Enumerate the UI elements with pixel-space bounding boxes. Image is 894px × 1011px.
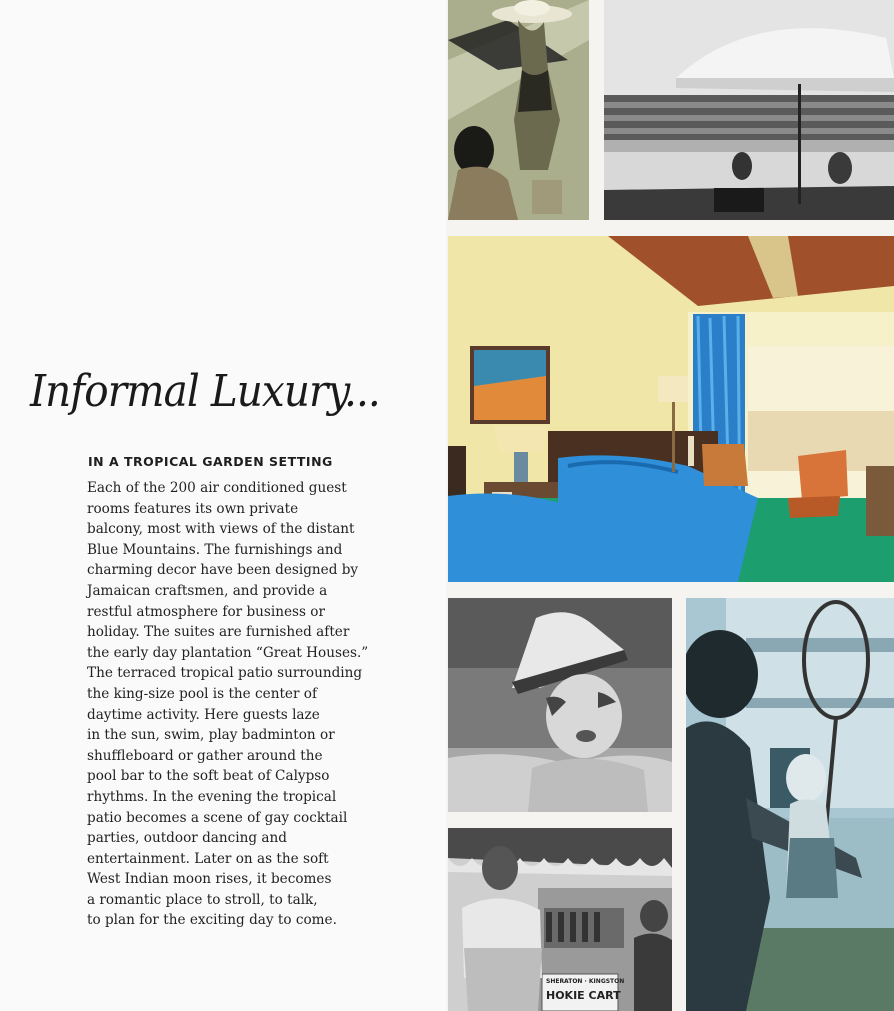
body-line: Blue Mountains. The furnishings and (87, 541, 343, 558)
photo-woman-sunbathing (448, 0, 589, 220)
body-line: patio becomes a scene of gay cocktail (87, 809, 348, 826)
subheading: IN A TROPICAL GARDEN SETTING (88, 454, 333, 469)
body-line: the king-size pool is the center of (87, 685, 317, 702)
body-line: Jamaican craftsmen, and provide a (87, 582, 328, 599)
photo-hokie-cart (448, 828, 672, 1011)
body-line: West Indian moon rises, it becomes (87, 871, 332, 888)
cart-sign-small: SHERATON · KINGSTON (546, 978, 625, 985)
photo-badminton (686, 598, 894, 1011)
body-line: charming decor have been designed by (87, 562, 359, 579)
body-line: in the sun, swim, play badminton or (87, 727, 335, 744)
body-line: a romantic place to stroll, to talk, (87, 891, 318, 908)
body-line: pool bar to the soft beat of Calypso (87, 768, 330, 785)
page-title: Informal Luxury... (30, 366, 380, 417)
body-line: rhythms. In the evening the tropical (87, 788, 337, 805)
body-line: restful atmosphere for business or (87, 603, 325, 620)
body-line: Each of the 200 air conditioned guest (87, 480, 347, 496)
photo-woman-in-pool (448, 598, 672, 812)
right-page (446, 0, 894, 1011)
body-line: parties, outdoor dancing and (87, 830, 287, 847)
body-line: rooms features its own private (87, 500, 299, 517)
body-line: shuffleboard or gather around the (87, 747, 323, 764)
body-line: balcony, most with views of the distant (87, 521, 355, 538)
photo-hotel-room (448, 236, 894, 582)
body-line: the early day plantation “Great Houses.” (87, 644, 369, 661)
body-line: entertainment. Later on as the soft (87, 850, 329, 867)
photo-pool-umbrella (604, 0, 894, 220)
body-line: to plan for the exciting day to come. (87, 912, 337, 929)
cart-sign-main: HOKIE CART (546, 989, 621, 1002)
body-line: holiday. The suites are furnished after (87, 624, 350, 641)
body-line: daytime activity. Here guests laze (87, 706, 320, 723)
body-line: The terraced tropical patio surrounding (87, 665, 363, 682)
body-paragraph (87, 478, 407, 931)
